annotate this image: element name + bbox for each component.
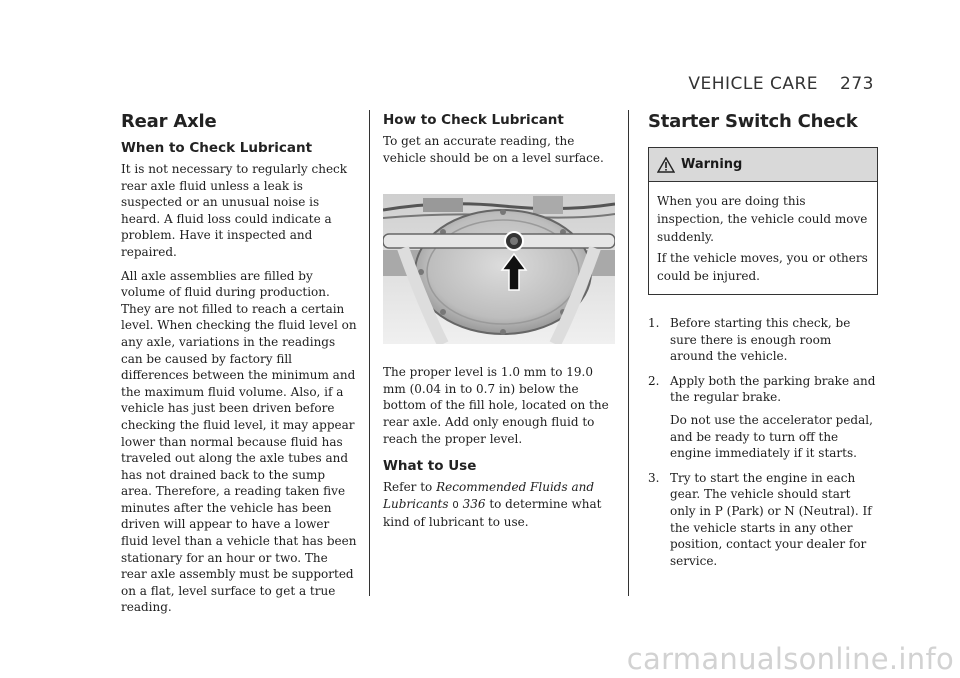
list-item: [648, 470, 878, 570]
page-number: 273: [840, 74, 874, 94]
step-number: 1.: [648, 316, 660, 330]
column-divider: [628, 110, 629, 596]
step-number: 3.: [648, 470, 660, 485]
warning-triangle-icon: [657, 157, 675, 173]
column-how-to-check: [383, 110, 618, 538]
paragraph-cross-reference: [383, 479, 618, 531]
subheading-what-to-use: What to Use: [383, 458, 477, 475]
column-divider: [369, 110, 370, 596]
list-item: [648, 315, 878, 365]
list-item: [648, 373, 878, 462]
step-text: Before starting this check, be sure there is enough room around the vehicle.: [670, 316, 851, 364]
rear-axle-fill-plug-photo: [383, 194, 615, 344]
step-number: 2.: [648, 373, 660, 388]
section-title: VEHICLE CARE: [688, 74, 819, 94]
warning-header: [649, 148, 877, 182]
section-heading-rear-axle: Rear Axle: [121, 111, 217, 132]
ref-prefix: Refer to: [383, 480, 433, 495]
step-text: Apply both the parking brake and the regular brake.: [670, 373, 876, 405]
column-rear-axle: [121, 110, 357, 623]
warning-text: If the vehicle moves, you or others could be injured.: [657, 251, 868, 283]
warning-text: When you are doing this inspection, the vehicle could move suddenly.: [657, 194, 868, 244]
column-starter-switch: [648, 110, 878, 577]
warning-label: Warning: [681, 157, 743, 172]
procedure-steps: [648, 315, 878, 569]
ref-suffix: to determine what kind of lubricant to use.: [383, 496, 602, 530]
watermark-text: carmanualsonline.info: [626, 642, 954, 676]
running-header: [474, 74, 874, 94]
page-ref-arrow-icon: 0: [452, 499, 459, 511]
step-note: Do not use the accelerator pedal, and be ready to turn off the engine immediately if it starts.: [670, 412, 873, 461]
subheading-when-to-check: When to Check Lubricant: [121, 140, 313, 156]
step-text: Try to start the engine in each gear. The vehicle should start only in P (Park) or N (Neutral). If the vehicle starts in any other position, contact your dealer for service.: [670, 470, 872, 568]
section-heading-starter-switch: Starter Switch Check: [648, 111, 858, 132]
paragraph: The proper level is 1.0 mm to 19.0 mm (0.04 in to 0.7 in) below the bottom of the fill hole, located on the rear axle. Add only enough fluid to reach the proper level.: [383, 365, 609, 446]
link-page-336[interactable]: 336: [462, 496, 486, 511]
link-recommended-fluids[interactable]: Recommended Fluids and Lubricants: [383, 480, 595, 511]
paragraph: All axle assemblies are filled by volume of fluid during production. They are not filled to reach a certain level. When checking the fluid level on any axle, variations in the readings can be caused by factory fill differences between the minimum and the maximum fluid volume. Also, if a vehicle has just been driven before checking the fluid level, it may appear lower than normal because fluid has traveled out along the axle tubes and has not drained back to the sump area. Therefore, a reading taken five minutes after the vehicle has been driven will appear to have a lower fluid level than a vehicle that has been stationary for an hour or two. The rear axle assembly must be supported on a flat, level surface to get a true reading.: [121, 268, 357, 615]
warning-body: [649, 182, 877, 294]
warning-box: [648, 147, 878, 295]
paragraph: To get an accurate reading, the vehicle should be on a level surface.: [383, 134, 604, 165]
paragraph: It is not necessary to regularly check rear axle fluid unless a leak is suspected or an unusual noise is heard. A fluid loss could indicate a problem. Have it inspected and repaired.: [121, 162, 348, 259]
subheading-how-to-check: How to Check Lubricant: [383, 112, 564, 128]
